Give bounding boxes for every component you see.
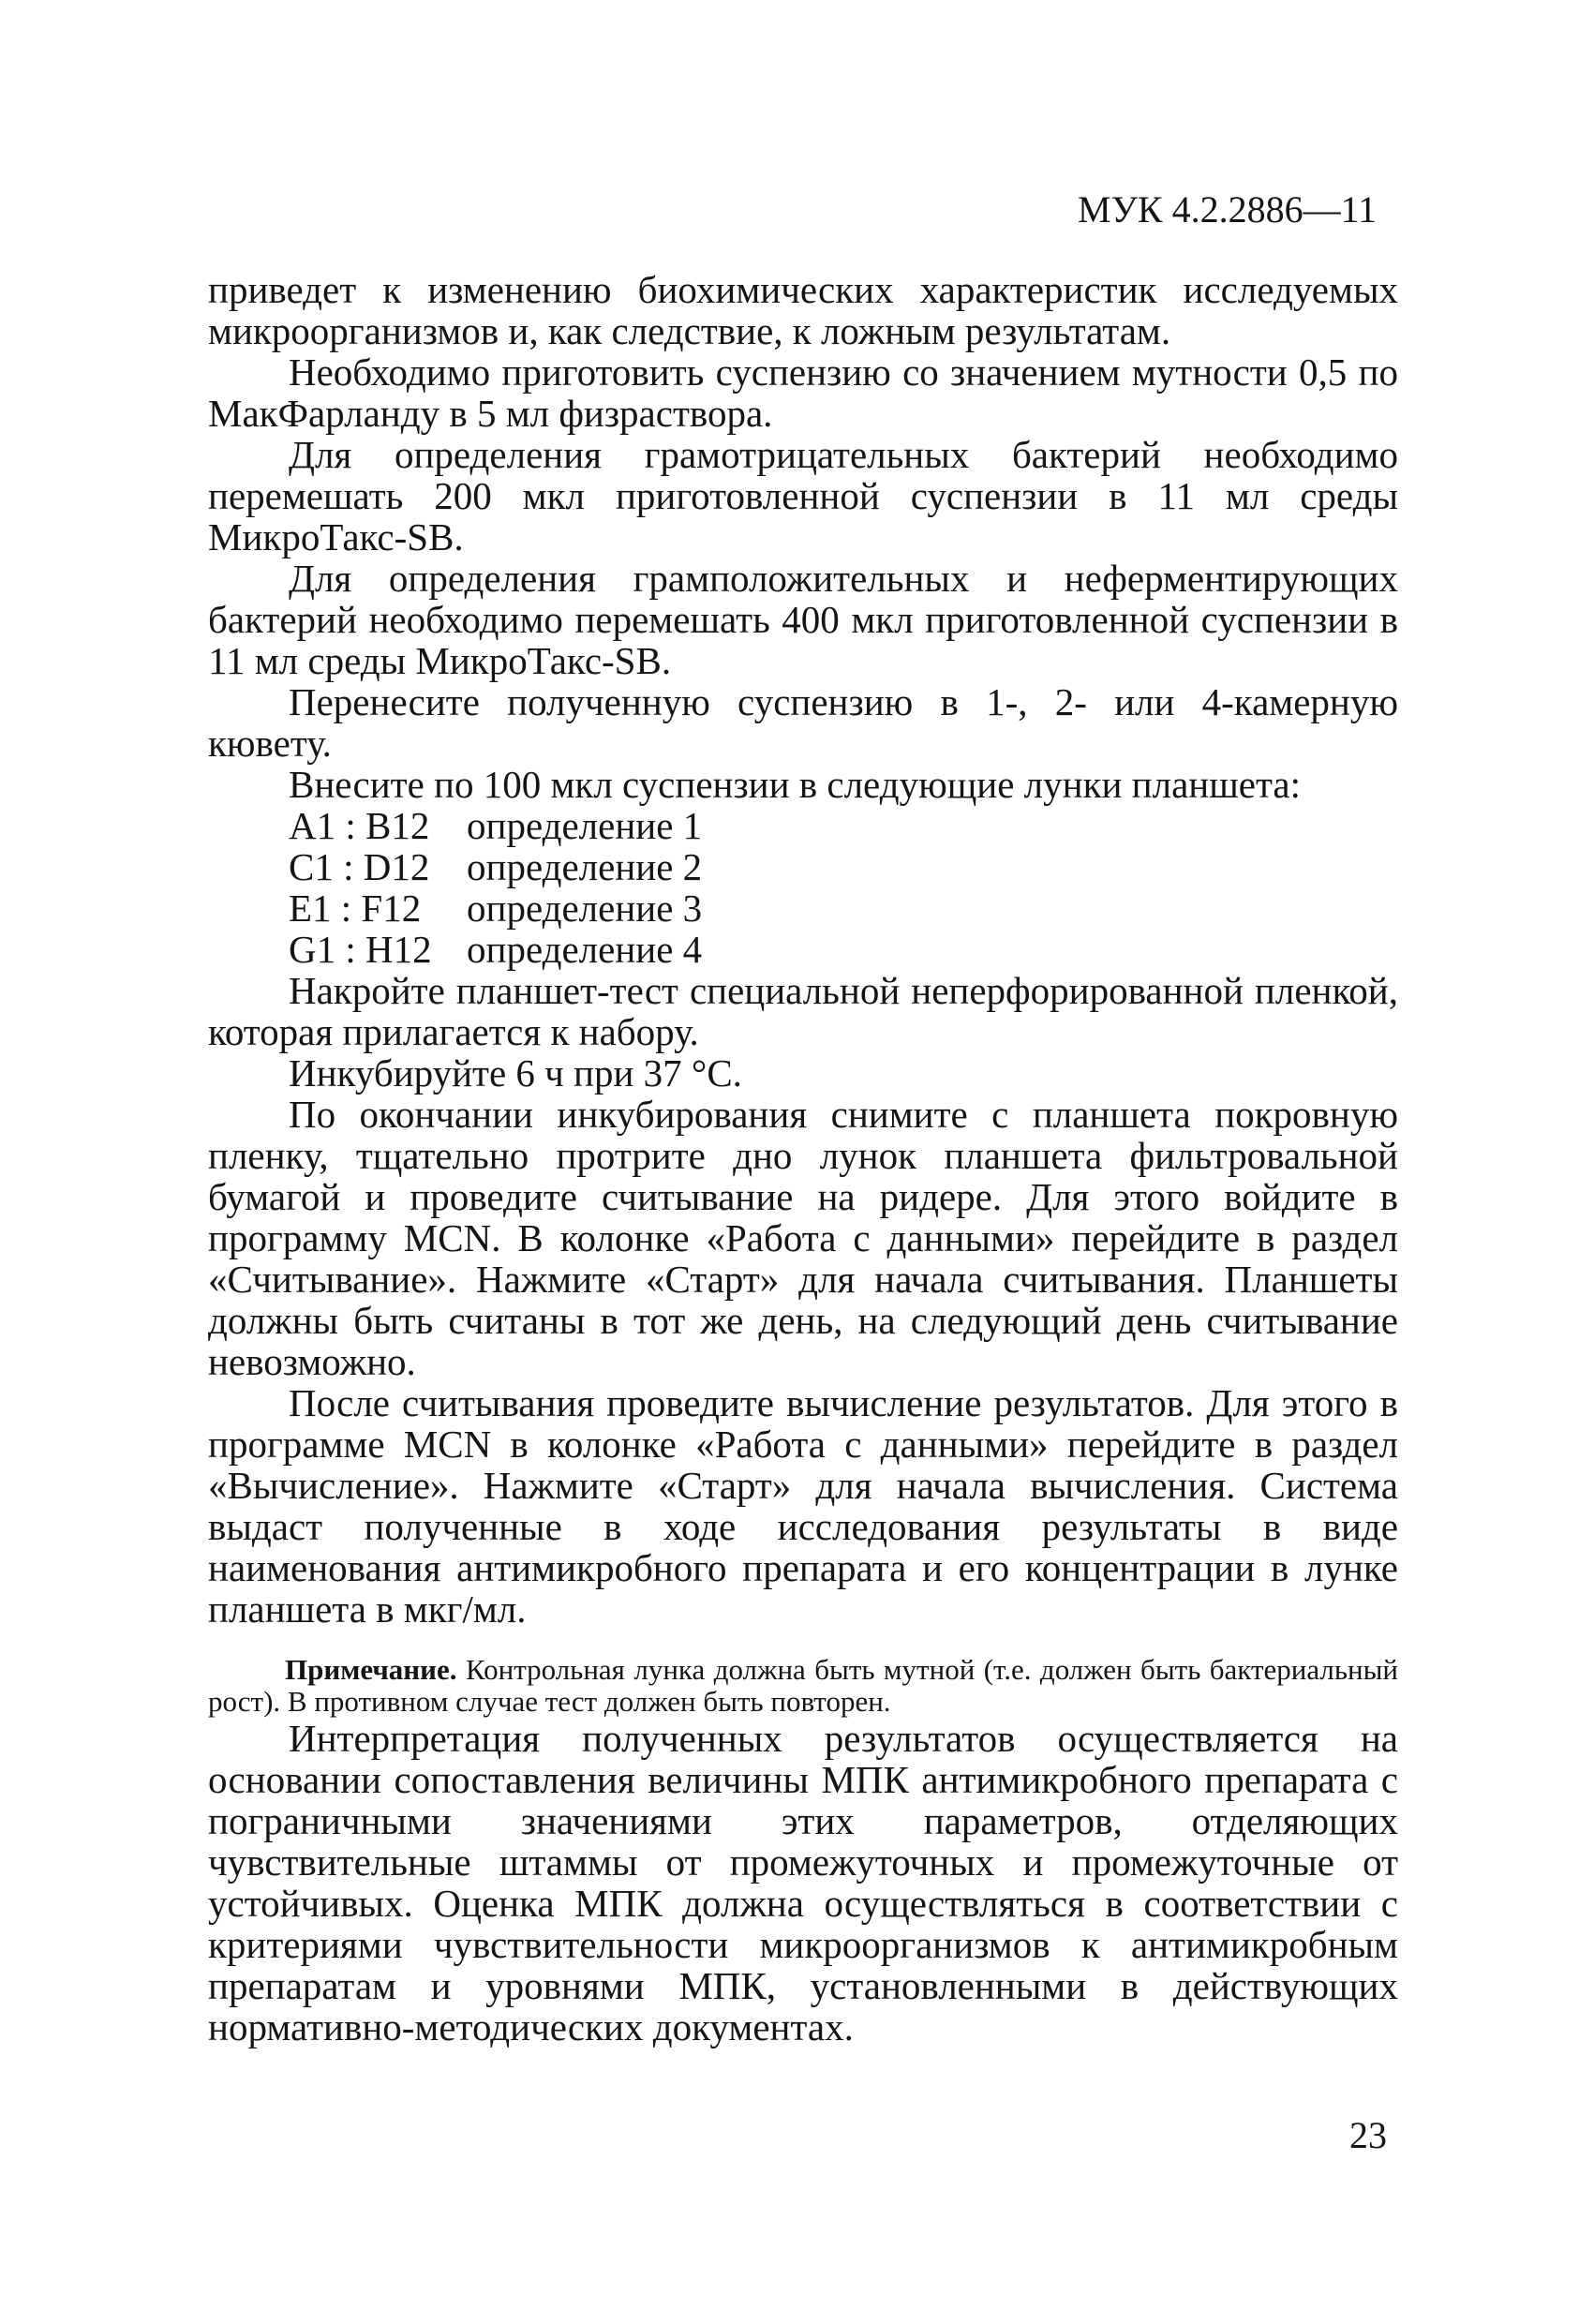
well-row bbox=[289, 929, 1398, 970]
note-text: Контрольная лунка должна быть мутной (т.е. должен быть бактериальный рост). В противном случае тест должен быть повторен. bbox=[208, 1653, 1398, 1718]
paragraph: Интерпретация полученных результатов осуществляется на основании сопоставления величины МПК антимикробного препарата с пограничными значениями этих параметров, отделяющих чувствительные штаммы от промежуточных и промежуточные от устойчивых. Оценка МПК должна осуществляться в соответствии с критериями чувствительности микроорганизмов к антимикробным препаратам и уровнями МПК, установленными в действующих нормативно-методических документах. bbox=[208, 1717, 1398, 2048]
well-range: A1 : B12 bbox=[289, 804, 430, 847]
document-code-header: МУК 4.2.2886—11 bbox=[1078, 188, 1378, 231]
paragraph: Для определения грамотрицательных бактерий необходимо перемешать 200 мкл приготовленной суспензии в 11 мл среды МикроТакс-SB. bbox=[208, 433, 1398, 559]
well-definition: определение 1 bbox=[467, 804, 703, 847]
paragraph: Перенесите полученную суспензию в 1-, 2- или 4-камерную кювету. bbox=[208, 680, 1398, 765]
well-row bbox=[289, 887, 1398, 929]
paragraph: Накройте планшет-тест специальной неперфорированной пленкой, которая прилагается к набору. bbox=[208, 969, 1398, 1053]
paragraph: Внесите по 100 мкл суспензии в следующие лунки планшета: bbox=[289, 763, 1301, 806]
well-definition: определение 3 bbox=[467, 886, 703, 930]
paragraph: Инкубируйте 6 ч при 37 °С. bbox=[289, 1051, 742, 1095]
well-range: E1 : F12 bbox=[289, 886, 422, 930]
well-range: C1 : D12 bbox=[289, 845, 430, 888]
body-text bbox=[208, 269, 1398, 2048]
note-label: Примечание. bbox=[285, 1653, 457, 1686]
well-row bbox=[289, 805, 1398, 846]
paragraph: Для определения грамположительных и неферментирующих бактерий необходимо перемешать 400 мкл приготовленной суспензии в 11 мл среды МикроТакс-SB. bbox=[208, 557, 1398, 682]
paragraph: приведет к изменению биохимических характеристик исследуемых микроорганизмов и, как следствие, к ложным результатам. bbox=[208, 268, 1398, 352]
note bbox=[208, 1654, 1398, 1718]
page-number: 23 bbox=[1349, 2114, 1387, 2156]
paragraph: По окончании инкубирования снимите с планшета покровную пленку, тщательно протрите дно лунок планшета фильтровальной бумагой и проведите считывание на ридере. Для этого войдите в программу MCN. В колонке «Работа с данными» перейдите в раздел «Считывание». Нажмите «Старт» для начала считывания. Планшеты должны быть считаны в тот же день, на следующий день считывание невозможно. bbox=[208, 1093, 1398, 1383]
well-range: G1 : H12 bbox=[289, 928, 432, 971]
well-list bbox=[208, 805, 1398, 970]
paragraph: После считывания проведите вычисление результатов. Для этого в программе MCN в колонке «Работа с данными» перейдите в раздел «Вычисление». Нажмите «Старт» для начала вычисления. Система выдаст полученные в ходе исследования результаты в виде наименования антимикробного препарата и его концентрации в лунке планшета в мкг/мл. bbox=[208, 1381, 1398, 1631]
well-row bbox=[289, 846, 1398, 887]
well-definition: определение 2 bbox=[467, 845, 703, 888]
paragraph: Необходимо приготовить суспензию со значением мутности 0,5 по МакФарланду в 5 мл физраствора. bbox=[208, 350, 1398, 435]
well-definition: определение 4 bbox=[467, 928, 703, 971]
